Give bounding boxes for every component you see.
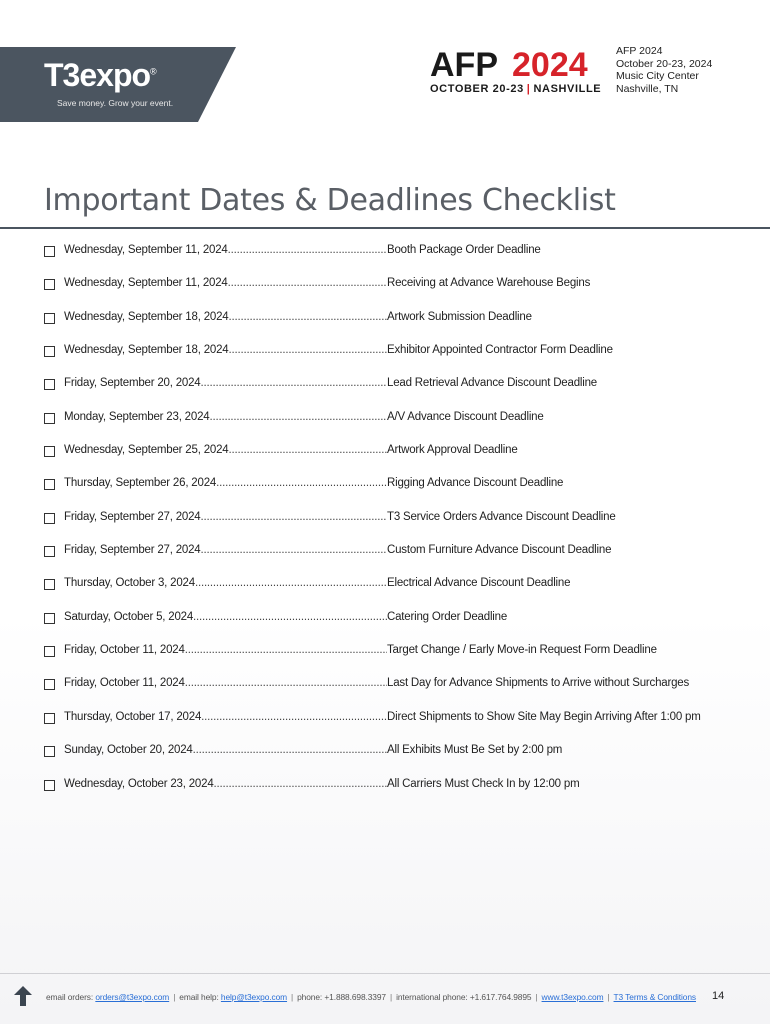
up-arrow-icon[interactable] <box>14 986 32 1006</box>
item-task: A/V Advance Discount Deadline <box>387 410 544 423</box>
item-task: Target Change / Early Move-in Request Form Deadline <box>387 644 657 657</box>
checkbox-icon[interactable] <box>44 679 55 690</box>
checkbox-icon[interactable] <box>44 546 55 557</box>
item-date: Wednesday, September 18, 2024 <box>64 344 229 357</box>
item-date: Wednesday, September 18, 2024 <box>64 310 229 323</box>
item-date: Wednesday, September 11, 2024 <box>64 244 228 256</box>
checklist-item <box>44 377 744 410</box>
item-date: Thursday, October 17, 2024 <box>64 710 202 723</box>
footer-divider <box>0 973 770 974</box>
item-date: Saturday, October 5, 2024 <box>64 610 194 623</box>
item-task: Catering Order Deadline <box>387 610 508 623</box>
checklist-item <box>44 611 744 644</box>
item-date: Wednesday, September 11, 2024 <box>64 277 228 290</box>
t3-logo: T3expo® <box>44 57 156 93</box>
international-phone: international phone: +1.617.764.9895 <box>396 992 532 1002</box>
item-task: Artwork Approval Deadline <box>387 444 518 457</box>
checklist-item <box>44 511 744 544</box>
item-task: Direct Shipments to Show Site May Begin Arriving After 1:00 pm <box>387 710 701 723</box>
checklist-item <box>44 677 744 710</box>
checkbox-icon[interactable] <box>44 579 55 590</box>
item-task: Rigging Advance Discount Deadline <box>387 477 564 490</box>
checklist-item <box>44 344 744 377</box>
checklist-item <box>44 711 744 744</box>
checklist-item <box>44 544 744 577</box>
item-date: Friday, October 11, 2024 <box>64 644 185 657</box>
afp-logo-dates: OCTOBER 20-23 | NASHVILLE <box>430 83 602 95</box>
checklist-item <box>44 744 744 777</box>
checkbox-icon[interactable] <box>44 513 55 524</box>
checkbox-icon[interactable] <box>44 313 55 324</box>
item-task: Lead Retrieval Advance Discount Deadline <box>387 377 597 390</box>
checkbox-icon[interactable] <box>44 246 55 257</box>
event-info <box>616 45 712 95</box>
checklist-item <box>44 577 744 610</box>
checkbox-icon[interactable] <box>44 279 55 290</box>
checklist-item <box>44 477 744 510</box>
page-number: 14 <box>712 990 725 1002</box>
checklist-item <box>44 778 744 811</box>
afp-logo-text: AFP <box>430 46 498 84</box>
footer-contact: email orders: orders@t3expo.com | email help: help@t3expo.com | phone: +1.888.698.3397 | international phone: +1.617.764.9895 | www.t3expo.com | T3 Terms & Conditions <box>46 992 696 1002</box>
email-orders-label: email orders: <box>46 992 94 1002</box>
item-task: All Exhibits Must Be Set by 2:00 pm <box>387 744 563 757</box>
title-divider <box>0 227 770 229</box>
item-date: Sunday, October 20, 2024 <box>64 744 193 757</box>
item-date: Friday, September 27, 2024 <box>64 544 201 557</box>
item-date: Friday, September 20, 2024 <box>64 377 201 390</box>
email-orders-link[interactable]: orders@t3expo.com <box>95 992 170 1002</box>
email-help-label: email help: <box>179 992 219 1002</box>
item-task: Artwork Submission Deadline <box>387 310 532 323</box>
checklist-item <box>44 644 744 677</box>
item-task: Last Day for Advance Shipments to Arrive without Surcharges <box>387 677 690 690</box>
website-link[interactable]: www.t3expo.com <box>541 992 604 1002</box>
checkbox-icon[interactable] <box>44 479 55 490</box>
checklist-item <box>44 444 744 477</box>
checkbox-icon[interactable] <box>44 713 55 724</box>
item-task: Booth Package Order Deadline <box>387 244 541 256</box>
checkbox-icon[interactable] <box>44 780 55 791</box>
item-date: Friday, October 11, 2024 <box>64 677 185 690</box>
checkbox-icon[interactable] <box>44 646 55 657</box>
item-date: Wednesday, September 25, 2024 <box>64 444 229 457</box>
checkbox-icon[interactable] <box>44 346 55 357</box>
item-date: Thursday, October 3, 2024 <box>64 577 195 590</box>
email-help-link[interactable]: help@t3expo.com <box>220 992 288 1002</box>
item-task: All Carriers Must Check In by 12:00 pm <box>387 777 580 790</box>
checkbox-icon[interactable] <box>44 446 55 457</box>
checklist-item <box>44 411 744 444</box>
item-date: Friday, September 27, 2024 <box>64 510 201 523</box>
item-date: Thursday, September 26, 2024 <box>64 477 217 490</box>
event-dates: October 20-23, 2024 <box>616 57 713 70</box>
checkbox-icon[interactable] <box>44 379 55 390</box>
item-date: Monday, September 23, 2024 <box>64 410 210 423</box>
event-venue: Music City Center <box>616 70 699 82</box>
checklist-item <box>44 277 744 310</box>
checklist-item <box>44 244 744 277</box>
t3-tagline: Save money. Grow your event. <box>57 98 174 108</box>
terms-link[interactable]: T3 Terms & Conditions <box>613 992 696 1002</box>
item-task: Exhibitor Appointed Contractor Form Deadline <box>387 344 613 357</box>
item-task: Receiving at Advance Warehouse Begins <box>387 277 591 290</box>
item-task: Custom Furniture Advance Discount Deadline <box>387 544 612 557</box>
item-date: Wednesday, October 23, 2024 <box>64 777 214 790</box>
afp-logo-year: 2024 <box>512 46 588 84</box>
page-title: Important Dates & Deadlines Checklist <box>44 183 616 218</box>
checkbox-icon[interactable] <box>44 413 55 424</box>
event-city: Nashville, TN <box>616 82 679 95</box>
phone-number: phone: +1.888.698.3397 <box>297 992 386 1002</box>
checklist-item <box>44 311 744 344</box>
item-task: T3 Service Orders Advance Discount Deadline <box>387 510 616 523</box>
item-task: Electrical Advance Discount Deadline <box>387 577 571 590</box>
checkbox-icon[interactable] <box>44 746 55 757</box>
deadline-checklist <box>44 244 744 811</box>
checkbox-icon[interactable] <box>44 613 55 624</box>
event-name: AFP 2024 <box>616 45 663 57</box>
